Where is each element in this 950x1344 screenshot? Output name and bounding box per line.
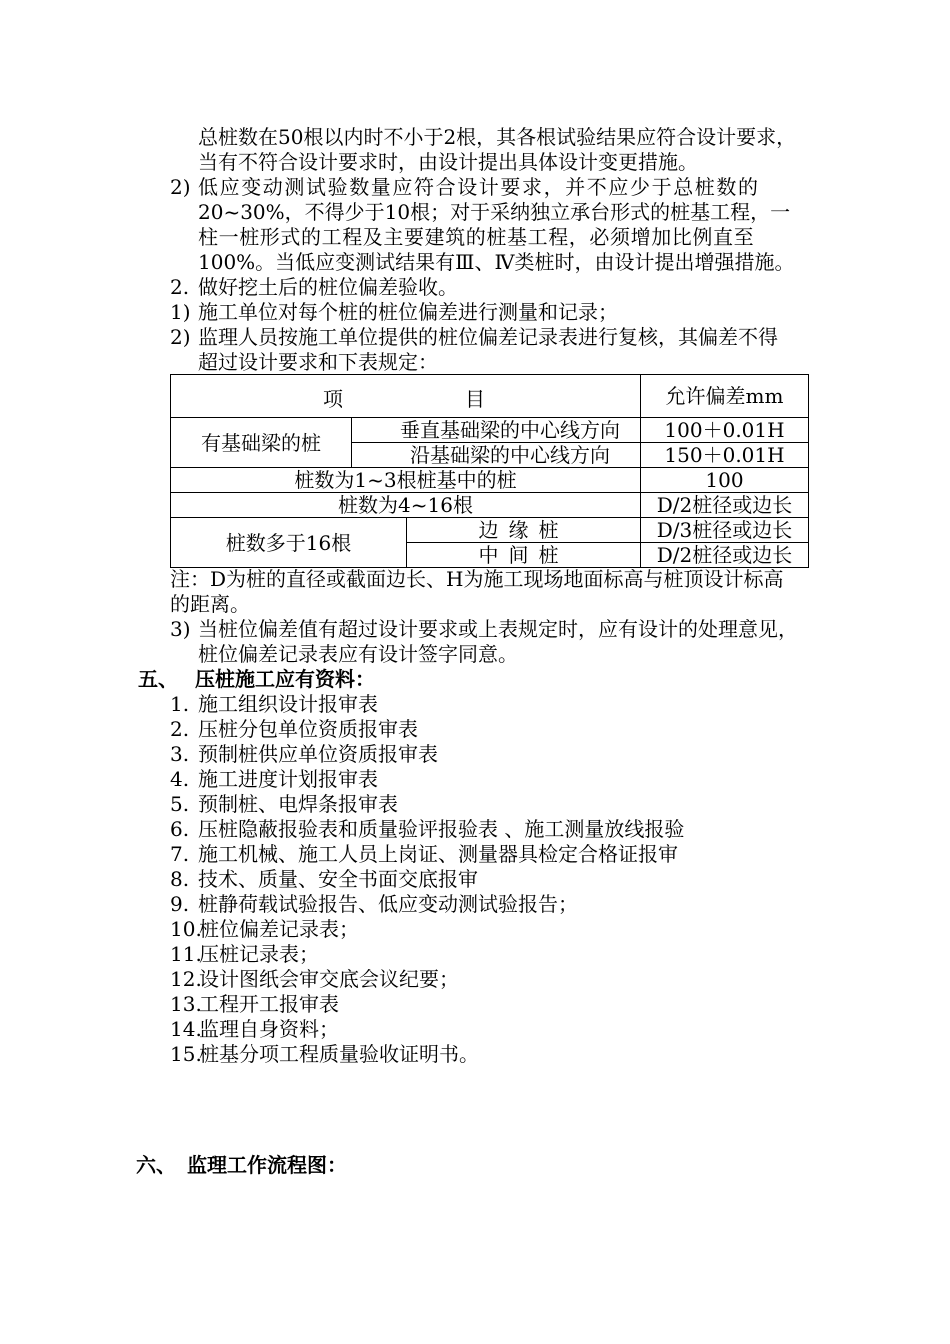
sub-2-line-2: 超过设计要求和下表规定： — [198, 350, 438, 374]
list-item-number: 8. — [170, 867, 190, 891]
list-item-number: 6. — [170, 817, 190, 841]
list-item-text: 压桩分包单位资质报审表 — [198, 717, 418, 741]
note-line-2: 的距离。 — [170, 592, 250, 616]
list-item-text: 施工进度计划报审表 — [198, 767, 378, 791]
header-item-text: 项 — [323, 387, 343, 411]
list-item-number: 12. — [170, 967, 202, 991]
sub-3-line-1: 当桩位偏差值有超过设计要求或上表规定时，应有设计的处理意见， — [198, 617, 798, 641]
list-item-number: 13. — [170, 992, 202, 1016]
list-item-text: 设计图纸会审交底会议纪要； — [199, 967, 459, 991]
header-tolerance-cell: 允许偏差mm — [641, 375, 809, 418]
heading-6-number: 六、 — [136, 1153, 176, 1177]
list-item-number: 3. — [170, 742, 190, 766]
table-row — [171, 468, 809, 493]
table-header-row — [171, 375, 809, 418]
list-item-number: 15. — [170, 1042, 202, 1066]
row-group-over-16: 桩数多于16根 — [171, 518, 407, 568]
note-line-1: 注：D为桩的直径或截面边长、H为施工现场地面标高与桩顶设计标高 — [170, 567, 784, 591]
row-4-16-value: D/2桩径或边长 — [641, 493, 809, 518]
row-along-value: 150＋0.01H — [641, 443, 809, 468]
sub-3-line-2: 桩位偏差记录表应有设计签字同意。 — [198, 642, 518, 666]
list-item-text: 监理自身资料； — [199, 1017, 339, 1041]
sub-2-line-1: 监理人员按施工单位提供的桩位偏差记录表进行复核，其偏差不得 — [198, 325, 778, 349]
list-item-text: 预制桩供应单位资质报审表 — [198, 742, 438, 766]
heading-6-title: 监理工作流程图： — [187, 1153, 347, 1177]
item-2-number: 2) — [170, 175, 191, 199]
list-item-number: 2. — [170, 717, 190, 741]
row-middle-pile-label: 中间桩 — [407, 543, 641, 568]
list-item-number: 14. — [170, 1017, 202, 1041]
row-perpendicular-label: 垂直基础梁的中心线方向 — [352, 418, 641, 443]
row-along-label: 沿基础梁的中心线方向 — [352, 443, 641, 468]
row-1-3-value: 100 — [641, 468, 809, 493]
header-mu-text: 目 — [465, 387, 485, 411]
item-2-line-3: 柱一桩形式的工程及主要建筑的桩基工程，必须增加比例直至 — [198, 225, 755, 249]
intro-line-1: 总桩数在50根以内时不小于2根，其各根试验结果应符合设计要求， — [198, 125, 797, 149]
row-edge-pile-value: D/3桩径或边长 — [641, 518, 809, 543]
table-row — [171, 418, 809, 443]
table-row — [171, 518, 809, 543]
section-2-number: 2. — [170, 275, 190, 299]
list-item-number: 9. — [170, 892, 190, 916]
intro-line-2: 当有不符合设计要求时，由设计提出具体设计变更措施。 — [198, 150, 698, 174]
table-row — [171, 493, 809, 518]
list-item-text: 压桩隐蔽报验表和质量验评报验表 、施工测量放线报验 — [198, 817, 685, 841]
list-item-text: 工程开工报审表 — [199, 992, 339, 1016]
deviation-table — [170, 374, 809, 568]
row-1-3-label: 桩数为1~3根桩基中的桩 — [171, 468, 641, 493]
list-item-text: 预制桩、电焊条报审表 — [198, 792, 398, 816]
row-perpendicular-value: 100＋0.01H — [641, 418, 809, 443]
header-item-cell — [171, 375, 641, 418]
list-item-text: 压桩记录表； — [199, 942, 319, 966]
list-item-number: 7. — [170, 842, 190, 866]
heading-5-title: 压桩施工应有资料： — [195, 667, 375, 691]
heading-5-number: 五、 — [138, 667, 178, 691]
list-item-text: 施工组织设计报审表 — [198, 692, 378, 716]
section-2-text: 做好挖土后的桩位偏差验收。 — [198, 275, 458, 299]
list-item-text: 施工机械、施工人员上岗证、测量器具检定合格证报审 — [198, 842, 678, 866]
list-item-number: 5. — [170, 792, 190, 816]
row-4-16-label: 桩数为4~16根 — [171, 493, 641, 518]
list-item-text: 桩静荷载试验报告、低应变动测试验报告； — [198, 892, 578, 916]
list-item-number: 4. — [170, 767, 190, 791]
row-edge-pile-label: 边缘桩 — [407, 518, 641, 543]
list-item-number: 11. — [170, 942, 202, 966]
item-2-line-4: 100%。当低应变测试结果有Ⅲ、Ⅳ类桩时，由设计提出增强措施。 — [198, 250, 795, 274]
row-middle-pile-value: D/2桩径或边长 — [641, 543, 809, 568]
sub-2-number: 2) — [170, 325, 191, 349]
list-item-number: 1. — [170, 692, 190, 716]
list-item-number: 10. — [170, 917, 202, 941]
list-item-text: 桩位偏差记录表； — [199, 917, 359, 941]
sub-3-number: 3) — [170, 617, 191, 641]
sub-1-number: 1) — [170, 300, 191, 324]
sub-1-text: 施工单位对每个桩的桩位偏差进行测量和记录； — [198, 300, 618, 324]
row-group-with-beam: 有基础梁的桩 — [171, 418, 352, 468]
list-item-text: 技术、质量、安全书面交底报审 — [198, 867, 478, 891]
item-2-line-1: 低应变动测试验数量应符合设计要求，并不应少于总桩数的 — [198, 175, 760, 199]
item-2-line-2: 20~30%，不得少于10根；对于采纳独立承台形式的桩基工程，一 — [198, 200, 791, 224]
list-item-text: 桩基分项工程质量验收证明书。 — [199, 1042, 479, 1066]
